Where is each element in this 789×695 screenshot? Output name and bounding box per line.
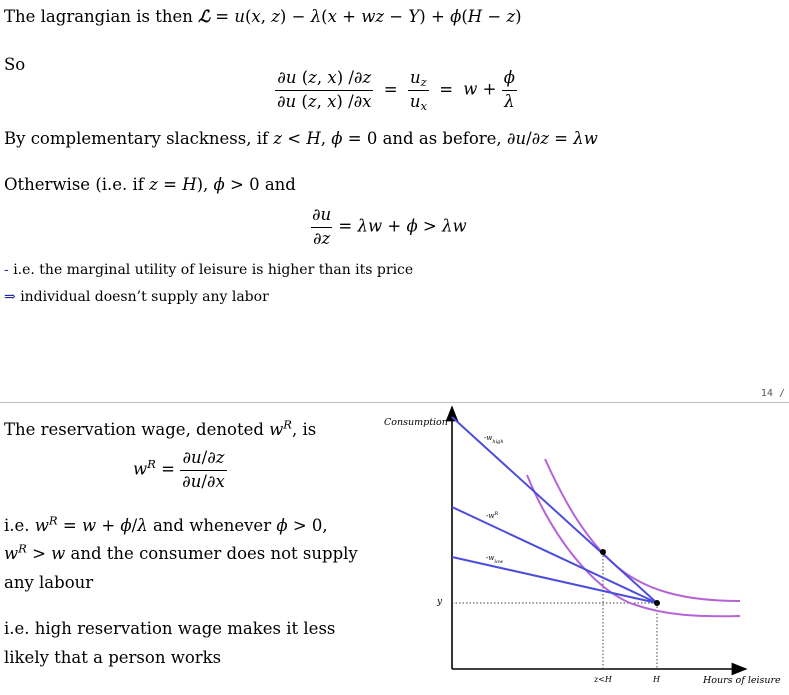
intro-text: The lagrangian is then [4,7,193,26]
y-axis-label: Consumption [384,417,448,428]
first-order-equation: $\frac{\partial u (z, x) /\partial z}{\partial u (z, x) /\partial x}$ = $\frac{u_z}{u_x}$ = w + $\frac{\phi}{\lambda}$ [277,68,515,113]
reservation-is: , is [292,420,317,439]
line2-suffix: and the consumer does not supply [70,544,358,563]
reservation-intro: The reservation wage, denoted [4,420,264,439]
complementary-text: By complementary slackness, if [4,129,269,148]
y-tick-label: y [437,597,443,607]
corner-point [654,600,660,606]
supply-line: $w^R > w$ and the consumer does not supply [4,541,358,563]
page-number: 14 / [760,388,785,399]
bullet-text: i.e. the marginal utility of leisure is higher than its price [13,262,414,278]
ie-line: i.e. $w^R = w + \phi/\lambda$ and whenever ϕ > 0, [4,513,328,535]
reservation-intro-line: The reservation wage, denoted $w^R$, is [4,417,317,439]
conclusion-line-1: i.e. high reservation wage makes it less [4,619,336,638]
budget-line-high-wage [452,417,657,603]
any-labour-line: any labour [4,573,94,592]
reservation-wage-formula: $w^R$ = $\frac{\partial u/\partial z}{\partial u/\partial x}$ [133,448,225,491]
label-w-reservation: $-w^R$ [486,511,499,520]
x-tick-h: H [653,675,660,684]
implies-arrow-icon: ⇒ [4,289,16,305]
complementary-mid: and as before, [382,129,502,148]
marginal-utility-fraction: $\frac{u_z}{u_x}$ [409,68,427,113]
bullet-no-labor [4,289,269,305]
label-w-low: $-w_{low}$ [486,554,504,565]
x-axis-label: Hours of leisure [703,675,781,686]
reservation-fraction: $\frac{\partial u/\partial z}{\partial u/\partial x}$ [182,448,225,491]
otherwise-text: Otherwise (i.e. if [4,175,144,194]
du-dz-fraction: $\frac{\partial u}{\partial z}$ [312,205,332,248]
whenever-text: and whenever [152,516,272,535]
phi-over-lambda-fraction: $\frac{\phi}{\lambda}$ [503,68,515,111]
corner-equation: $\frac{\partial u}{\partial z}$ = λw + ϕ > λw [312,205,467,248]
labor-supply-figure [380,403,789,695]
ie-text: i.e. [4,516,30,535]
tangency-point [600,549,606,555]
bullet-marginal-utility [4,262,413,278]
indifference-curve-low [527,475,740,616]
partial-ratio-fraction: $\frac{\partial u (z, x) /\partial z}{\partial u (z, x) /\partial x}$ [277,68,372,111]
budget-line-reservation-wage [452,507,657,603]
bullet-dash: - [4,262,9,278]
label-w-high: $-w_{high}$ [484,434,504,445]
lagrangian-formula: ℒ = u(x, z) − λ(x + wz − Y) + ϕ(H − z) [198,7,522,26]
arrow-text: individual doesn’t supply any labor [20,289,269,305]
indifference-curve-high [545,459,740,601]
complementary-slackness-line: By complementary slackness, if z < H, ϕ = 0 and as before, ∂u/∂z = λw [4,129,598,148]
otherwise-line: Otherwise (i.e. if z = H), ϕ > 0 and [4,175,296,194]
x-tick-z: z<H [594,675,612,684]
budget-line-low-wage [452,557,657,603]
conclusion-line-2: likely that a person works [4,648,222,667]
otherwise-and: and [264,175,296,194]
so-label: So [4,55,26,74]
lagrangian-line [4,9,522,26]
